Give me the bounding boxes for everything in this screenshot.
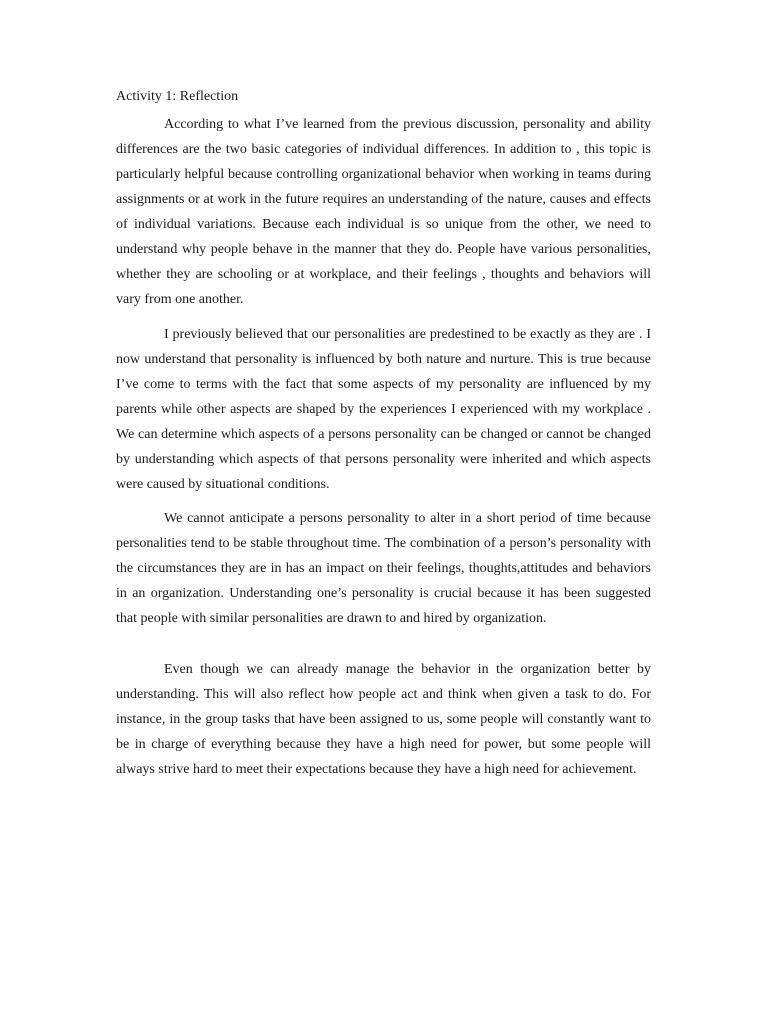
paragraph-4: Even though we can already manage the behavior in the organization better by understanding. This will also reflect how people act and think when given a task to do. For instance, in the group tasks that have been assigned to us, some people will constantly want to be in charge of everything because they have a high need for power, but some people will always strive hard to meet their expectations because they have a high need for achievement. (116, 662, 651, 777)
paragraph-1: According to what I’ve learned from the previous discussion, personality and ability differences are the two basic categories of individual differences. In addition to , this topic is particularly helpful because controlling organizational behavior when working in teams during assignments or at work in the future requires an understanding of the nature, causes and effects of individual variations. Because each individual is so unique from the other, we need to understand why people behave in the manner that they do. People have various personalities, whether they are schooling or at workplace, and their feelings , thoughts and behaviors will vary from one another. (116, 117, 651, 307)
document-heading: Activity 1: Reflection (116, 89, 239, 104)
document-page (116, 86, 651, 782)
paragraph-2: I previously believed that our personalities are predestined to be exactly as they are . I now understand that personality is influenced by both nature and nurture. This is true because I’ve come to terms with the fact that some aspects of my personality are influenced by my parents while other aspects are shaped by the experiences I experienced with my workplace . We can determine which aspects of a persons personality can be changed or cannot be changed by understanding which aspects of that persons personality were inherited and which aspects were caused by situational conditions. (116, 327, 651, 492)
paragraph-3: We cannot anticipate a persons personality to alter in a short period of time because personalities tend to be stable throughout time. The combination of a person’s personality with the circumstances they are in has an impact on their feelings, thoughts,attitudes and behaviors in an organization. Understanding one’s personality is crucial because it has been suggested that people with similar personalities are drawn to and hired by organization. (116, 511, 651, 626)
